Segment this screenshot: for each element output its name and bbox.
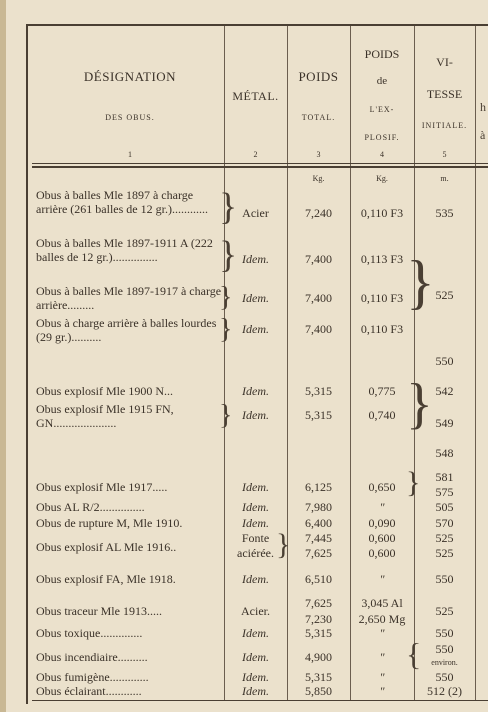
designation-cell: Obus à balles Mle 1897-1911 A (222 balles de 12 gr.)............... xyxy=(36,236,213,264)
brace-mark: } xyxy=(406,373,433,435)
explosif-cell: 2,650 Mg xyxy=(358,612,406,626)
explosif-cell: " xyxy=(379,684,385,698)
explosif-cell: 0,090 xyxy=(368,516,396,530)
explosif-cell: 0,110 F3 xyxy=(360,322,404,336)
vitesse-cell: 512 (2) xyxy=(427,684,462,698)
poids-cell: 5,315 xyxy=(305,384,332,398)
explosif-cell: 0,650 xyxy=(368,480,396,494)
vitesse-cell: 549 xyxy=(435,416,454,430)
designation-cell: Obus explosif AL Mle 1916.. xyxy=(36,540,177,554)
poids-cell: 7,980 xyxy=(305,500,332,514)
poids-cell: 5,850 xyxy=(305,684,332,698)
poids-cell: 5,315 xyxy=(305,408,332,422)
brace-mark: } xyxy=(406,466,421,499)
vitesse-cell: 525 xyxy=(435,288,454,302)
vitesse-cell: 548 xyxy=(435,446,454,460)
metal-cell: Acier. xyxy=(241,604,270,618)
metal-cell: Acier xyxy=(242,206,269,220)
explosif-cell: " xyxy=(379,626,385,640)
poids-cell: 5,315 xyxy=(305,670,332,684)
explosif-cell: " xyxy=(379,650,385,664)
vitesse-cell: 575 xyxy=(435,485,454,499)
designation-cell: Obus toxique.............. xyxy=(36,626,143,640)
header-poids-total: POIDS xyxy=(298,69,339,84)
designation-cell: Obus de rupture M, Mle 1910. xyxy=(36,516,183,530)
vitesse-cell: 542 xyxy=(435,384,454,398)
header-vitesse-1: VI- xyxy=(436,55,453,69)
designation-cell: Obus explosif Mle 1915 FN, GN..................... xyxy=(36,402,174,430)
column-number: 2 xyxy=(253,150,258,159)
column-number: 5 xyxy=(442,150,447,159)
metal-cell: Idem. xyxy=(242,384,269,398)
header-vitesse-2: TESSE xyxy=(426,87,463,101)
brace-mark: } xyxy=(406,249,435,315)
table-left-border xyxy=(26,24,28,704)
designation-cell: Obus à balles Mle 1897-1917 à charge arrière......... xyxy=(36,284,222,312)
unit-vitesse: m. xyxy=(440,174,449,183)
brace-mark: } xyxy=(276,528,291,561)
header-rule xyxy=(32,166,488,168)
header-explosif-4: PLOSIF. xyxy=(364,133,400,142)
vitesse-cell: 550 xyxy=(435,670,454,684)
poids-cell: 7,400 xyxy=(305,291,332,305)
column-divider xyxy=(224,26,225,700)
designation-cell: Obus éclairant............ xyxy=(36,684,142,698)
header-explosif-1: POIDS xyxy=(364,47,400,61)
poids-cell: 6,400 xyxy=(305,516,332,530)
explosif-cell: " xyxy=(379,500,385,514)
explosif-cell: 0,740 xyxy=(368,408,396,422)
poids-cell: 6,125 xyxy=(305,480,332,494)
explosif-cell: 0,775 xyxy=(368,384,396,398)
metal-cell: Idem. xyxy=(242,252,269,266)
cut-off-column-text: à xyxy=(480,128,486,142)
explosif-cell: " xyxy=(379,670,385,684)
cut-off-column-text: h xyxy=(480,100,486,114)
poids-cell: 5,315 xyxy=(305,626,332,640)
designation-cell: Obus fumigène............. xyxy=(36,670,149,684)
header-metal: MÉTAL. xyxy=(232,89,279,103)
designation-cell: Obus à charge arrière à balles lourdes (29 gr.).......... xyxy=(36,316,217,344)
vitesse-cell: 525 xyxy=(435,604,454,618)
designation-cell: Obus AL R/2............... xyxy=(36,500,145,514)
designation-cell: Obus explosif Mle 1900 N... xyxy=(36,384,173,398)
page-edge xyxy=(0,0,6,712)
metal-cell: Idem. xyxy=(242,626,269,640)
vitesse-cell: environ. xyxy=(431,658,458,667)
designation-cell: Obus incendiaire.......... xyxy=(36,650,148,664)
brace-mark: } xyxy=(219,186,238,228)
designation-cell: Obus traceur Mle 1913..... xyxy=(36,604,162,618)
vitesse-cell: 550 xyxy=(435,642,454,656)
metal-cell: aciérée. xyxy=(237,546,274,560)
designation-cell: Obus explosif Mle 1917..... xyxy=(36,480,168,494)
table-top-border xyxy=(26,24,488,26)
unit-explosif: Kg. xyxy=(376,174,388,183)
explosif-cell: 0,600 xyxy=(368,531,396,545)
metal-cell: Idem. xyxy=(242,291,269,305)
metal-cell: Idem. xyxy=(242,480,269,494)
poids-cell: 7,625 xyxy=(305,596,332,610)
metal-cell: Idem. xyxy=(242,500,269,514)
header-rule xyxy=(32,163,488,164)
vitesse-cell: 505 xyxy=(435,500,454,514)
metal-cell: Idem. xyxy=(242,650,269,664)
metal-cell: Fonte xyxy=(241,531,270,545)
unit-total: Kg. xyxy=(312,174,325,183)
column-number: 1 xyxy=(128,150,132,159)
brace-mark: } xyxy=(219,282,233,313)
header-explosif-2: de xyxy=(376,75,388,87)
poids-cell: 7,240 xyxy=(305,206,332,220)
metal-cell: Idem. xyxy=(242,408,269,422)
explosif-cell: 0,113 F3 xyxy=(360,252,404,266)
vitesse-cell: 550 xyxy=(435,626,454,640)
poids-cell: 4,900 xyxy=(305,650,332,664)
vitesse-cell: 581 xyxy=(435,470,454,484)
poids-cell: 7,230 xyxy=(305,612,332,626)
explosif-cell: " xyxy=(379,572,385,586)
metal-cell: Idem. xyxy=(242,684,269,698)
header-designation-sub: DES OBUS. xyxy=(105,113,155,122)
table-bottom-rule xyxy=(32,700,488,701)
column-number: 3 xyxy=(316,150,321,159)
vitesse-cell: 550 xyxy=(435,354,454,368)
column-number: 4 xyxy=(380,150,384,159)
designation-cell: Obus explosif FA, Mle 1918. xyxy=(36,572,176,586)
brace-mark: { xyxy=(406,636,422,672)
column-divider xyxy=(475,26,476,700)
vitesse-cell: 550 xyxy=(435,572,454,586)
vitesse-cell: 525 xyxy=(435,531,454,545)
explosif-cell: 0,600 xyxy=(368,546,396,560)
vitesse-cell: 535 xyxy=(435,206,454,220)
vitesse-cell: 570 xyxy=(435,516,454,530)
explosif-cell: 0,110 F3 xyxy=(360,291,404,305)
brace-mark: } xyxy=(219,400,233,431)
poids-cell: 7,625 xyxy=(305,546,332,560)
header-poids-total-sub: TOTAL. xyxy=(301,113,336,122)
metal-cell: Idem. xyxy=(242,572,269,586)
header-designation: DÉSIGNATION xyxy=(83,69,177,84)
metal-cell: Idem. xyxy=(242,670,269,684)
designation-cell: Obus à balles Mle 1897 à charge arrière (261 balles de 12 gr.)............ xyxy=(36,188,208,216)
header-explosif-3: L'EX- xyxy=(369,105,395,114)
poids-cell: 6,510 xyxy=(305,572,332,586)
poids-cell: 7,400 xyxy=(305,252,332,266)
explosif-cell: 0,110 F3 xyxy=(360,206,404,220)
brace-mark: } xyxy=(219,234,238,276)
metal-cell: Idem. xyxy=(242,322,269,336)
metal-cell: Idem. xyxy=(242,516,269,530)
vitesse-cell: 525 xyxy=(435,546,454,560)
poids-cell: 7,400 xyxy=(305,322,332,336)
explosif-cell: 3,045 Al xyxy=(361,596,403,610)
poids-cell: 7,445 xyxy=(305,531,332,545)
brace-mark: } xyxy=(219,314,233,345)
header-vitesse-3: INITIALE. xyxy=(421,121,468,130)
